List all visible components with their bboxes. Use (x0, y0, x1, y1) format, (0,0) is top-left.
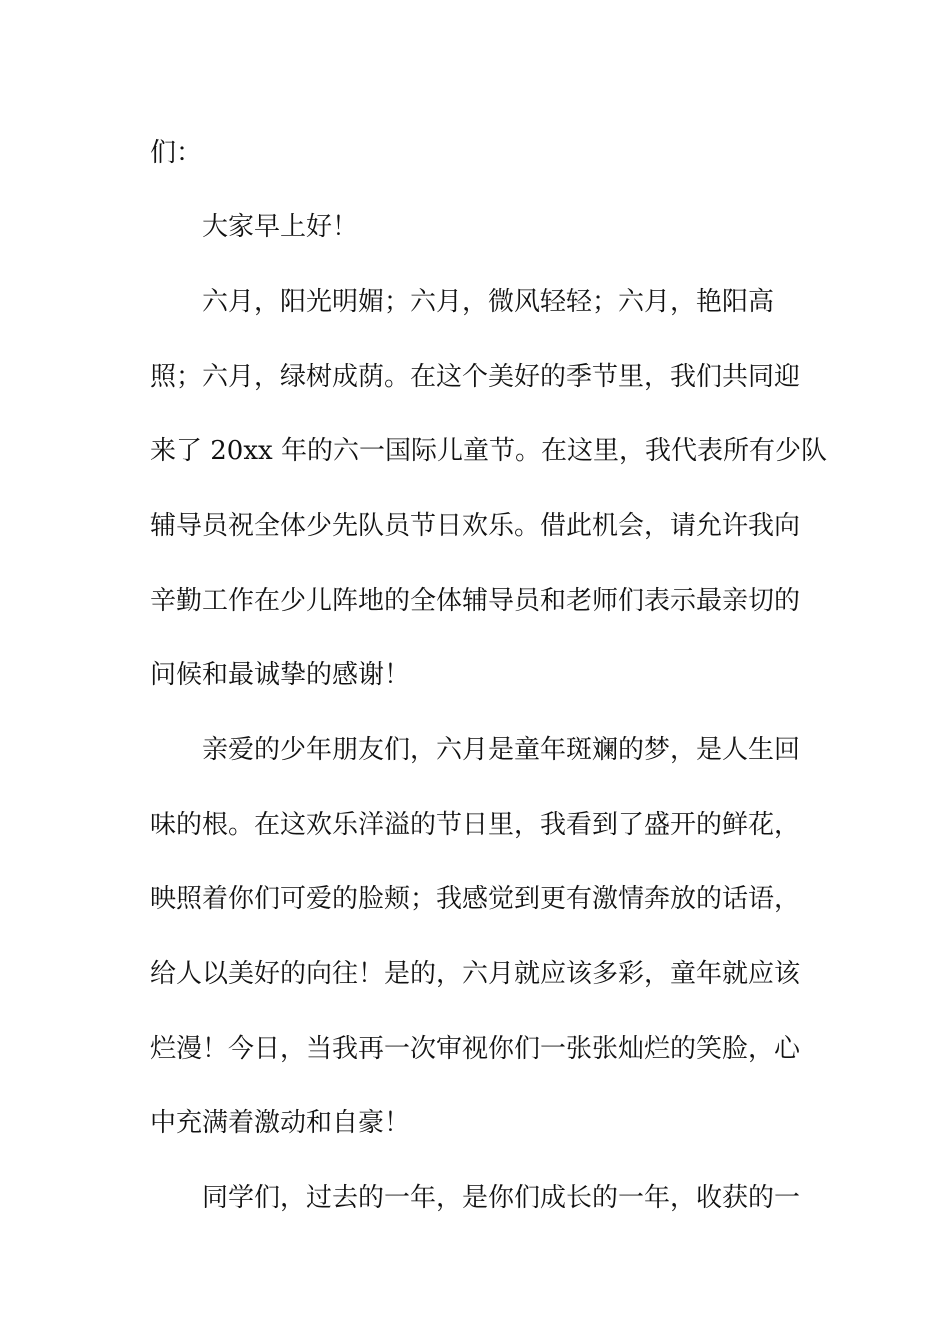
paragraph-2-line-1: 亲爱的少年朋友们，六月是童年斑斓的梦，是人生回 (202, 735, 801, 765)
paragraph-2-line-5: 烂漫！今日，当我再一次审视你们一张张灿烂的笑脸，心 (150, 1034, 801, 1064)
paragraph-2-line-6: 中充满着激动和自豪！ (150, 1108, 411, 1138)
greeting-line: 大家早上好！ (202, 212, 359, 242)
paragraph-2-line-2: 味的根。在这欢乐洋溢的节日里，我看到了盛开的鲜花， (150, 810, 801, 840)
paragraph-1-line-6: 问候和最诚挚的感谢！ (150, 660, 411, 690)
paragraph-1-line-3: 来了 20xx 年的六一国际儿童节。在这里，我代表所有少队 (150, 436, 827, 466)
paragraph-2-line-3: 映照着你们可爱的脸颊；我感觉到更有激情奔放的话语， (150, 884, 801, 914)
paragraph-3-line-1: 同学们，过去的一年，是你们成长的一年，收获的一 (202, 1183, 801, 1213)
text-line: 们： (150, 138, 203, 168)
paragraph-2-line-4: 给人以美好的向往！是的，六月就应该多彩，童年就应该 (150, 959, 801, 989)
paragraph-1-line-1: 六月，阳光明媚；六月，微风轻轻；六月，艳阳高 (202, 287, 775, 317)
paragraph-1-line-4: 辅导员祝全体少先队员节日欢乐。借此机会，请允许我向 (150, 511, 801, 541)
paragraph-1-line-2: 照；六月，绿树成荫。在这个美好的季节里，我们共同迎 (150, 362, 801, 392)
paragraph-1-line-5: 辛勤工作在少儿阵地的全体辅导员和老师们表示最亲切的 (150, 586, 801, 616)
